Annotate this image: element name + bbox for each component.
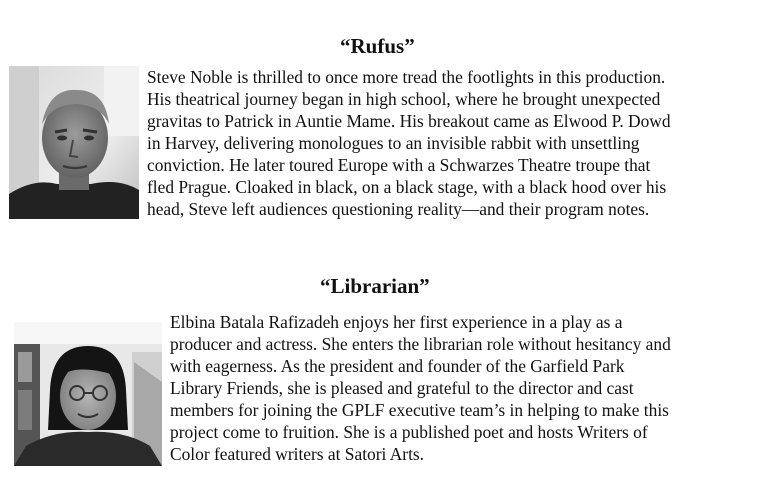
bio-line: Library Friends, she is pleased and grateful to the director and cast bbox=[170, 378, 634, 398]
bio-line: producer and actress. She enters the librarian role without hesitancy and bbox=[170, 334, 671, 354]
bio-text-elbina-batala-rafizadeh bbox=[170, 311, 671, 465]
bio-line: conviction. He later toured Europe with a Schwarzes Theatre troupe that bbox=[147, 155, 651, 175]
role-title-librarian: “Librarian” bbox=[320, 274, 430, 298]
headshot-man-photo bbox=[9, 66, 139, 219]
bio-text-steve-noble bbox=[147, 66, 671, 220]
bio-line: members for joining the GPLF executive team’s in helping to make this bbox=[170, 400, 669, 420]
bio-line: Elbina Batala Rafizadeh enjoys her first experience in a play as a bbox=[170, 312, 623, 332]
bio-line: with eagerness. As the president and founder of the Garfield Park bbox=[170, 356, 625, 376]
bio-line: project come to fruition. She is a published poet and hosts Writers of bbox=[170, 422, 648, 442]
bio-line: gravitas to Patrick in Auntie Mame. His breakout came as Elwood P. Dowd bbox=[147, 111, 671, 131]
bio-line: Steve Noble is thrilled to once more tread the footlights in this production. bbox=[147, 67, 666, 87]
bio-line: head, Steve left audiences questioning reality—and their program notes. bbox=[147, 199, 650, 219]
bio-line: fled Prague. Cloaked in black, on a black stage, with a black hood over his bbox=[147, 177, 667, 197]
role-title-rufus: “Rufus” bbox=[340, 34, 415, 58]
woman-portrait-image bbox=[14, 322, 162, 466]
man-portrait-image bbox=[9, 66, 139, 219]
bio-line: His theatrical journey began in high school, where he brought unexpected bbox=[147, 89, 661, 109]
bio-line: Color featured writers at Satori Arts. bbox=[170, 444, 425, 464]
bio-line: in Harvey, delivering monologues to an invisible rabbit with unsettling bbox=[147, 133, 640, 153]
headshot-woman-photo bbox=[14, 322, 162, 466]
